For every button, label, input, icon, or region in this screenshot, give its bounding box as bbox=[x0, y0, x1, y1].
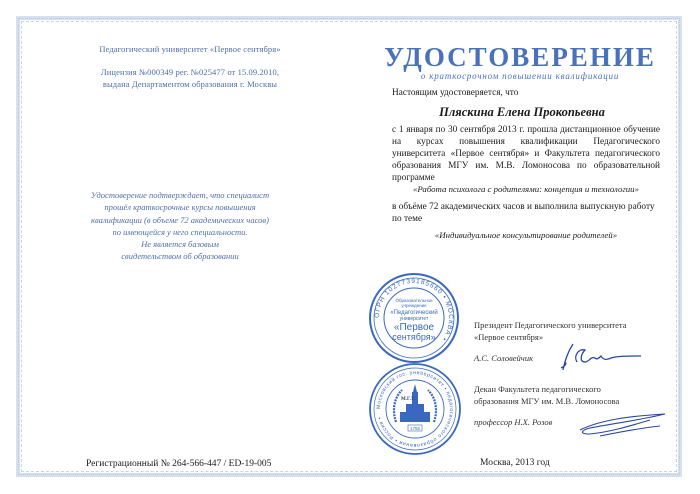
program-name: «Работа психолога с родителями: концепция и технологии» bbox=[413, 184, 639, 194]
course-description: с 1 января по 30 сентября 2013 г. прошла дистанционное обучение на курсах повышения квалификации Педагогического университета «Первое сентября» и Факультета педагогического образования МГУ им. М.В. Ломоносова по образовательной программе bbox=[392, 125, 660, 183]
license-line-1: Лицензия №000349 рег. №025477 от 15.09.2010, bbox=[100, 67, 280, 77]
note-line: Не является базовым bbox=[141, 239, 219, 250]
signatory-1-title-line-1: Президент Педагогического университета bbox=[474, 320, 627, 330]
signatory-2-title-line-1: Декан Факультета педагогического bbox=[474, 384, 601, 394]
university-name: Педагогический университет «Первое сентября» bbox=[99, 44, 281, 54]
svg-text:Образовательное: Образовательное bbox=[395, 298, 433, 303]
signature-2-icon bbox=[570, 410, 670, 440]
msu-faculty-stamp bbox=[368, 362, 462, 456]
note-line: по имеющейся у него специальности. bbox=[112, 226, 248, 237]
thesis-topic: «Индивидуальное консультирование родителей» bbox=[434, 230, 618, 240]
intro-text: Настоящим удостоверяется, что bbox=[392, 88, 519, 98]
svg-text:учреждение: учреждение bbox=[401, 303, 427, 308]
stamp-msu-icon bbox=[368, 362, 462, 456]
note-line: свидетельством об образовании bbox=[121, 251, 239, 262]
svg-text:«Первое: «Первое bbox=[393, 322, 435, 333]
certificate-note bbox=[60, 189, 300, 263]
certificate-title: УДОСТОВЕРЕНИЕ bbox=[384, 42, 656, 72]
signatory-1-name: А.С. Соловейчик bbox=[474, 353, 534, 363]
stamp-pervoe-sentyabrya-icon bbox=[368, 272, 460, 364]
registration-number: Регистрационный № 264-566-447 / ED-19-005 bbox=[86, 459, 272, 469]
signature-1-icon bbox=[555, 340, 645, 372]
note-line: квалификации (в объеме 72 академических часов) bbox=[91, 214, 269, 225]
signatory-2-name: профессор Н.Х. Розов bbox=[474, 417, 553, 427]
svg-text:ОГРН 1027739185660 • МОСКВА •: ОГРН 1027739185660 • МОСКВА • bbox=[373, 277, 455, 343]
svg-text:Московский гос. университет •: Московский гос. университет • педагогического образования • Россия • bbox=[375, 369, 455, 449]
note-line: прошёл краткосрочные курсы повышения bbox=[104, 202, 256, 213]
place-and-date: Москва, 2013 год bbox=[480, 458, 550, 468]
svg-text:сентября»: сентября» bbox=[392, 332, 436, 342]
recipient-name: Пляскина Елена Прокопьевна bbox=[439, 105, 605, 119]
signatory-2-title bbox=[474, 383, 674, 407]
note-line: Удостоверение подтверждает, что специалист bbox=[90, 190, 270, 200]
svg-text:1755: 1755 bbox=[409, 426, 421, 431]
university-stamp bbox=[368, 272, 460, 364]
signatory-1-title-line-2: «Первое сентября» bbox=[474, 332, 544, 342]
signatory-2-title-line-2: образования МГУ им. М.В. Ломоносова bbox=[474, 396, 620, 406]
svg-text:М.Г.У.: М.Г.У. bbox=[401, 397, 415, 402]
hours-text: в объёме 72 академических часов и выполнила выпускную работу по теме bbox=[392, 202, 655, 224]
svg-text:университет: университет bbox=[399, 316, 429, 322]
svg-text:«Педагогический: «Педагогический bbox=[390, 310, 438, 316]
license-line-2: выдана Департаментом образования г. Москвы bbox=[102, 79, 278, 89]
certificate-subtitle: о краткосрочном повышении квалификации bbox=[420, 71, 620, 81]
